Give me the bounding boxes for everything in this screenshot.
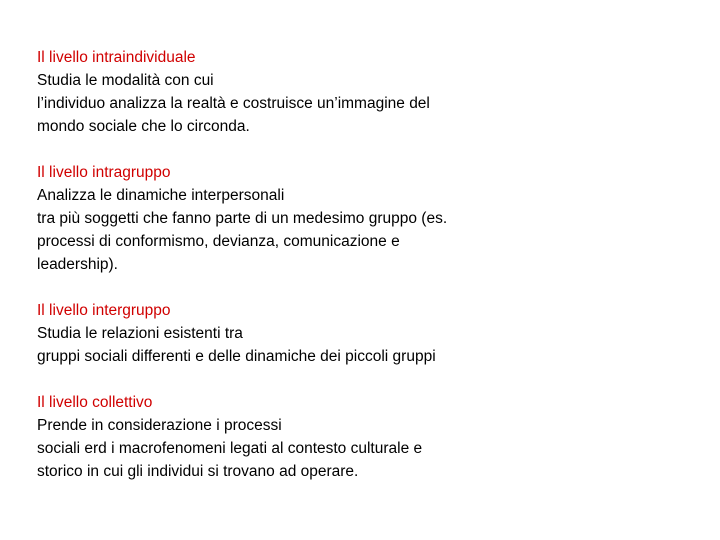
body-line: gruppi sociali differenti e delle dinamiche dei piccoli gruppi	[37, 348, 436, 365]
section-title: Il livello intergruppo	[37, 302, 171, 319]
body-line: storico in cui gli individui si trovano ad operare.	[37, 463, 359, 480]
section-intraindividuale	[37, 46, 697, 138]
body-line: Studia le modalità con cui	[37, 72, 214, 89]
body-line: Prende in considerazione i processi	[37, 417, 282, 434]
body-line: Studia le relazioni esistenti tra	[37, 325, 243, 342]
body-line: processi di conformismo, devianza, comunicazione e	[37, 233, 400, 250]
section-title: Il livello intragruppo	[37, 164, 171, 181]
body-line: tra più soggetti che fanno parte di un medesimo gruppo (es.	[37, 210, 448, 227]
section-intergruppo	[37, 299, 697, 368]
body-line: sociali erd i macrofenomeni legati al contesto culturale e	[37, 440, 423, 457]
body-line: Analizza le dinamiche interpersonali	[37, 187, 285, 204]
section-collettivo	[37, 391, 697, 483]
body-line: mondo sociale che lo circonda.	[37, 118, 250, 135]
section-intragruppo	[37, 161, 697, 276]
slide-content	[37, 46, 697, 506]
section-title: Il livello collettivo	[37, 394, 153, 411]
section-title: Il livello intraindividuale	[37, 49, 196, 66]
body-line: l’individuo analizza la realtà e costruisce un’immagine del	[37, 95, 430, 112]
body-line: leadership).	[37, 256, 118, 273]
